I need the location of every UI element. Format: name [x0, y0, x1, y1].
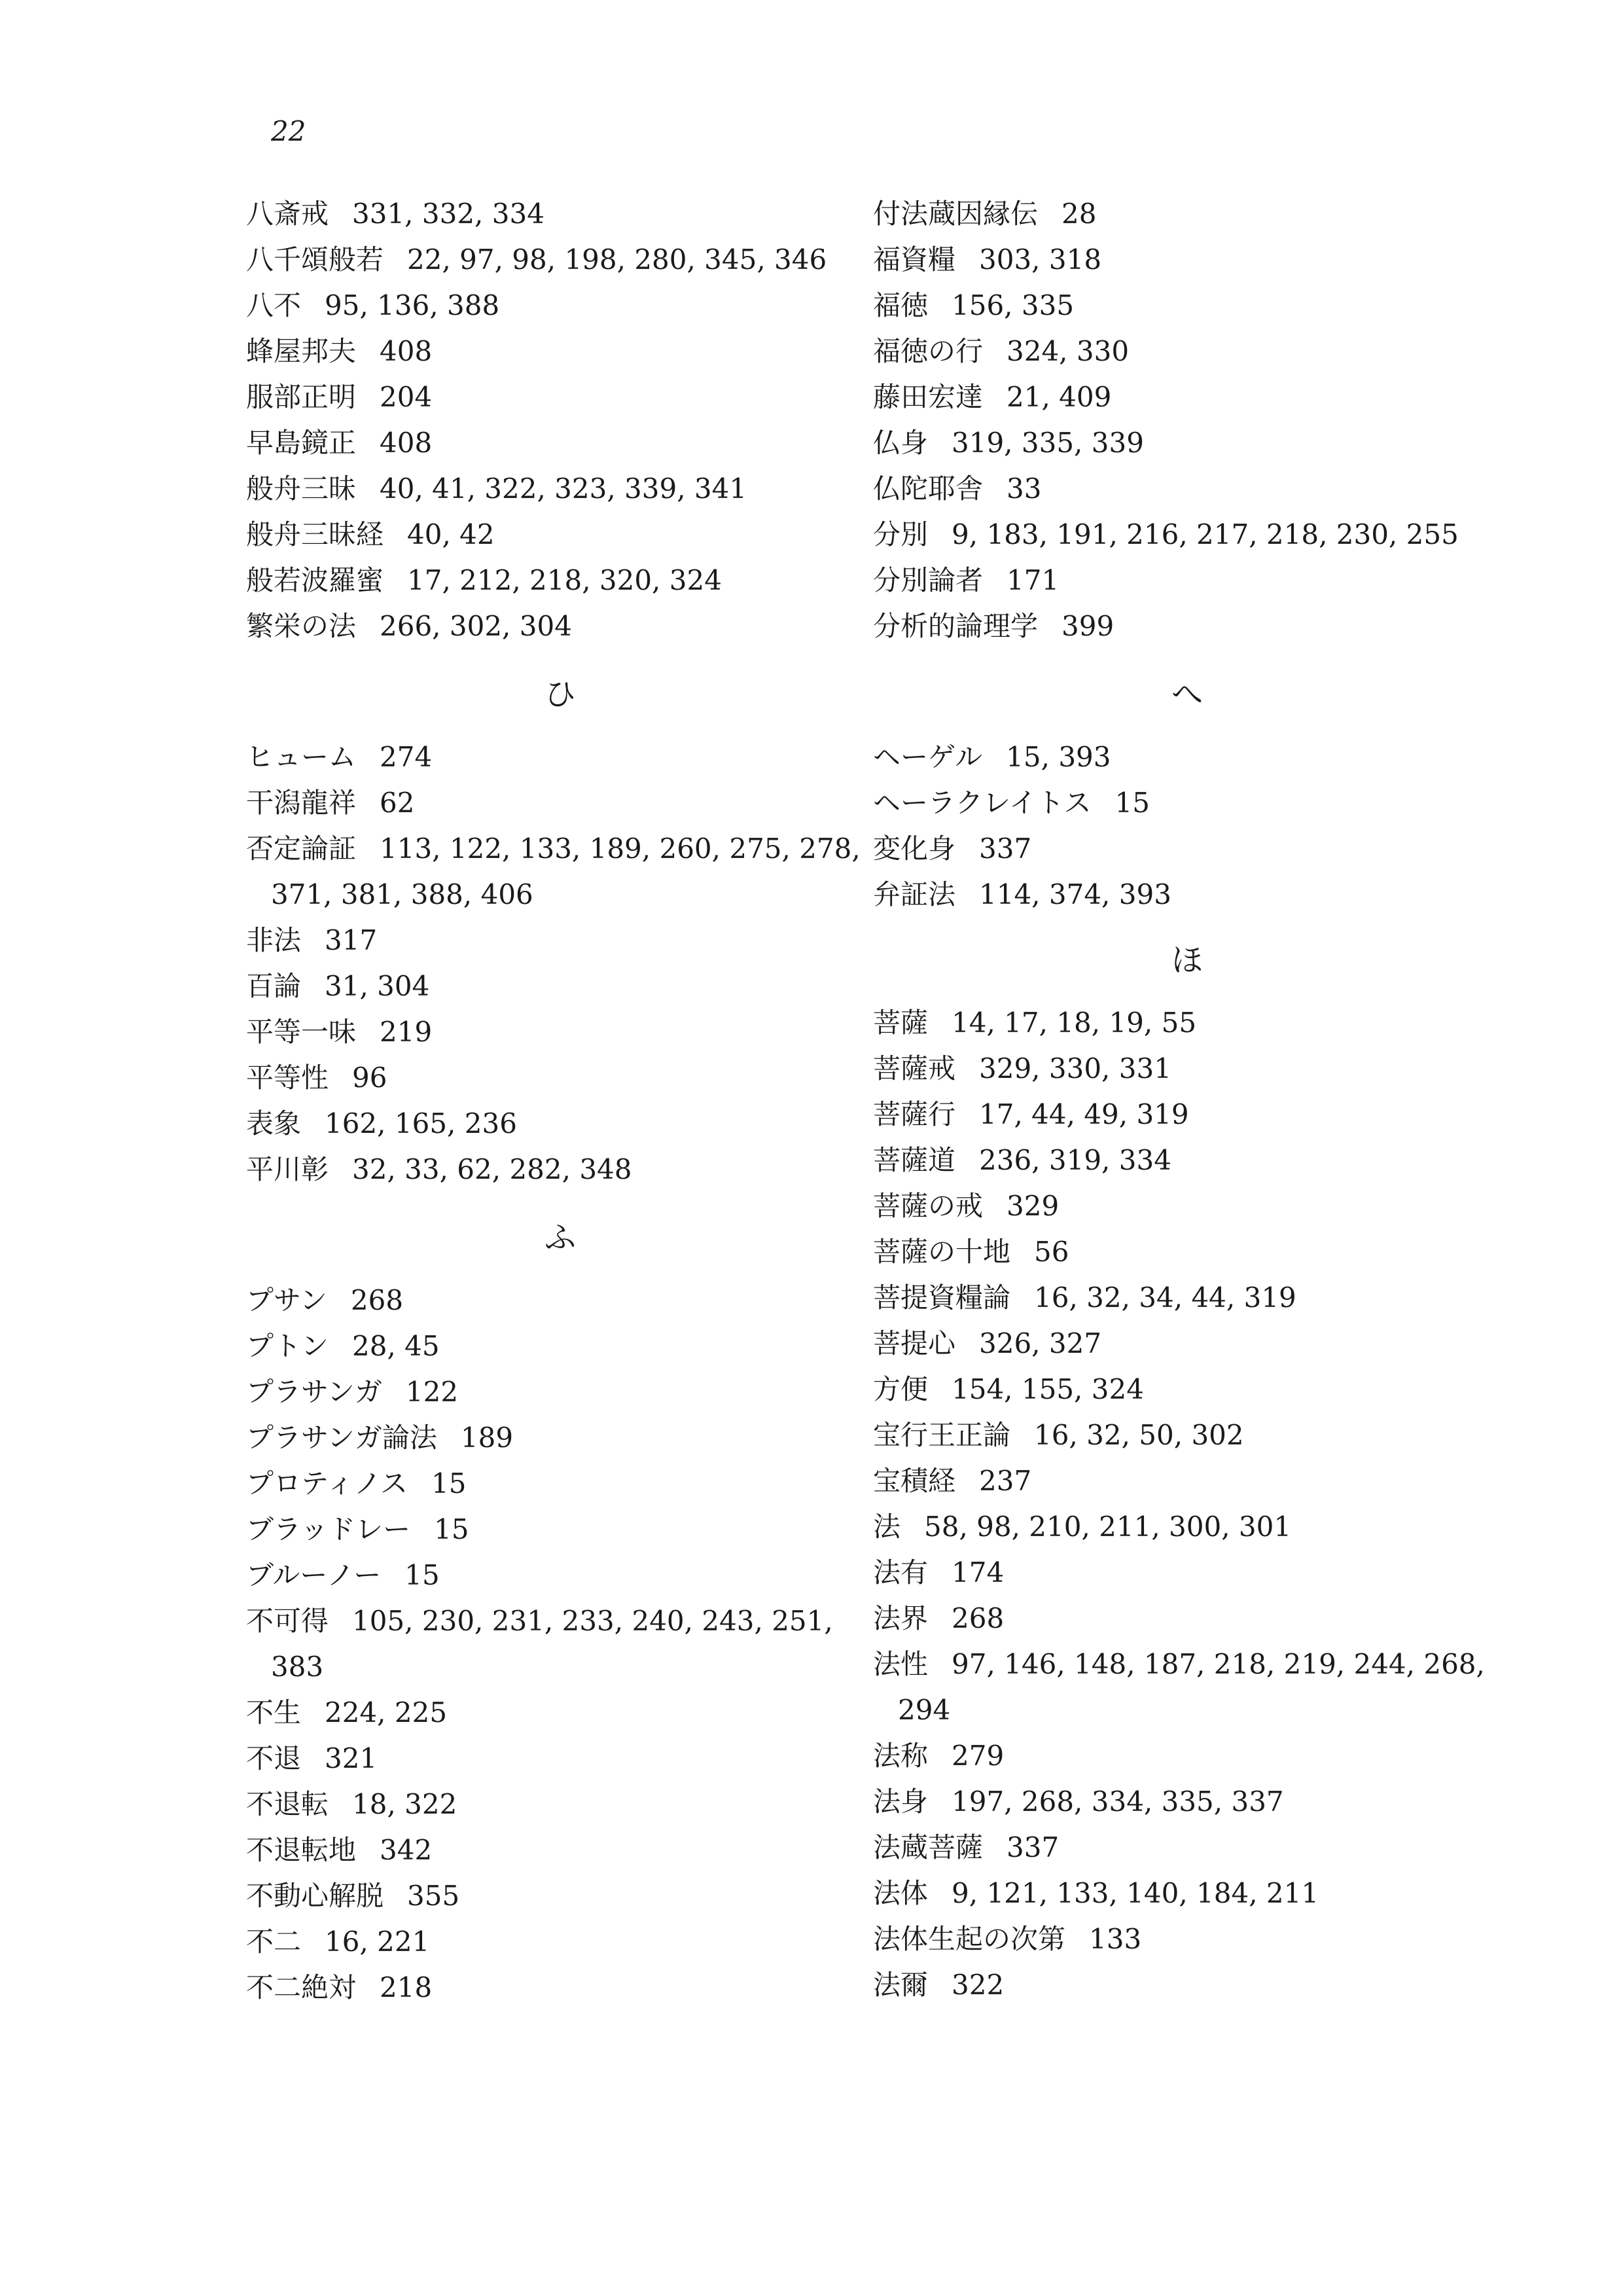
entry-term: 菩提心 [873, 1327, 956, 1359]
index-entry [873, 1229, 1501, 1275]
entry-pages: 154, 155, 324 [952, 1373, 1144, 1405]
entry-term: 般若波羅蜜 [246, 564, 384, 596]
entry-pages: 113, 122, 133, 189, 260, 275, 278, 371, 381, 388, 406 [271, 833, 861, 910]
entry-term: 不二絶対 [246, 1971, 357, 2003]
index-entry [873, 1000, 1501, 1046]
entry-term: 平等性 [246, 1062, 329, 1094]
entry-pages: 219 [380, 1016, 433, 1048]
entry-term: 法身 [873, 1785, 929, 1818]
entry-pages: 31, 304 [325, 970, 430, 1002]
entry-term: ヘーゲル [873, 741, 983, 773]
entry-term: 法蔵菩薩 [873, 1831, 984, 1863]
entry-pages: 274 [380, 741, 433, 773]
entry-term: 不二 [246, 1926, 302, 1958]
index-entry [246, 1507, 874, 1552]
index-entry [246, 283, 874, 329]
entry-term: 分別論者 [873, 564, 984, 596]
index-entry [873, 1275, 1501, 1321]
index-entry [246, 1461, 874, 1507]
index-entry [246, 329, 874, 374]
section-heading-ho: ほ [1171, 942, 1203, 978]
entry-term: 仏身 [873, 427, 929, 459]
entry-term: 宝積経 [873, 1465, 956, 1497]
entry-pages: 114, 374, 393 [979, 878, 1171, 910]
entry-pages: 15 [404, 1559, 440, 1591]
index-entry [873, 734, 1501, 780]
index-entry [873, 1962, 1501, 2008]
index-entry [246, 603, 874, 649]
entry-pages: 408 [380, 335, 433, 367]
entry-term: 法爾 [873, 1969, 929, 2001]
entry-term: 菩薩 [873, 1007, 929, 1039]
entry-pages: 62 [380, 787, 415, 819]
entry-term: 法称 [873, 1740, 929, 1772]
index-entry [246, 780, 874, 826]
entry-pages: 268 [350, 1284, 404, 1316]
entry-pages: 96 [352, 1062, 387, 1094]
index-entry [873, 1733, 1501, 1779]
index-entry [246, 1101, 874, 1147]
entry-term: プラサンガ [246, 1376, 382, 1408]
index-entry [873, 466, 1501, 512]
index-entry [246, 734, 874, 780]
entry-pages: 337 [979, 833, 1032, 865]
entry-term: 法 [873, 1511, 901, 1543]
index-entry [873, 558, 1501, 603]
entry-term: 不動心解脱 [246, 1880, 384, 1912]
entry-term: 平等一味 [246, 1016, 357, 1048]
entry-term: 福徳の行 [873, 335, 984, 367]
entry-pages: 204 [380, 381, 433, 413]
entry-pages: 303, 318 [979, 243, 1102, 276]
index-entry [873, 512, 1501, 558]
entry-term: 菩薩の十地 [873, 1236, 1011, 1268]
entry-pages: 15 [1115, 787, 1150, 819]
entry-term: 法性 [873, 1648, 929, 1680]
entry-term: ヘーラクレイトス [873, 787, 1092, 819]
entry-term: 不退 [246, 1742, 302, 1774]
entry-term: 法体生起の次第 [873, 1923, 1066, 1955]
index-entry [246, 1055, 874, 1101]
index-column-right [873, 191, 1501, 2008]
index-entry [246, 1147, 874, 1193]
entry-pages: 331, 332, 334 [352, 198, 544, 230]
index-entry [873, 826, 1501, 872]
entry-term: ブラッドレー [246, 1513, 411, 1545]
entry-term: 八不 [246, 289, 302, 321]
index-entry [246, 963, 874, 1009]
index-entry [873, 191, 1501, 237]
entry-term: 分析的論理学 [873, 610, 1039, 642]
index-entry [246, 374, 874, 420]
entry-pages: 408 [380, 427, 433, 459]
entry-term: 不退転地 [246, 1834, 357, 1866]
index-entry [873, 1596, 1501, 1641]
entry-term: 弁証法 [873, 878, 956, 910]
entry-pages: 279 [952, 1740, 1005, 1772]
entry-pages: 16, 32, 50, 302 [1034, 1419, 1244, 1451]
entry-term: 法界 [873, 1602, 929, 1634]
index-entry [873, 420, 1501, 466]
entry-term: 般舟三昧経 [246, 518, 384, 550]
entry-term: 般舟三昧 [246, 473, 357, 505]
entry-term: 早島鏡正 [246, 427, 357, 459]
page-number: 22 [271, 115, 306, 147]
entry-pages: 17, 212, 218, 320, 324 [407, 564, 722, 596]
entry-pages: 33 [1007, 473, 1042, 505]
entry-term: 表象 [246, 1107, 302, 1139]
entry-term: 福資糧 [873, 243, 956, 276]
index-entry [873, 1046, 1501, 1092]
entry-pages: 95, 136, 388 [325, 289, 500, 321]
entry-term: ブルーノー [246, 1559, 382, 1591]
entry-pages: 189 [460, 1422, 514, 1454]
entry-pages: 266, 302, 304 [380, 610, 572, 642]
index-entry [873, 1825, 1501, 1871]
entry-term: プラサンガ論法 [246, 1422, 437, 1454]
index-entry [873, 1458, 1501, 1504]
entry-term: プサン [246, 1284, 327, 1316]
entry-pages: 18, 322 [352, 1788, 457, 1820]
index-entry [246, 1415, 874, 1461]
entry-pages: 399 [1061, 610, 1115, 642]
entry-pages: 56 [1034, 1236, 1069, 1268]
index-column-left [246, 191, 874, 2011]
entry-pages: 16, 32, 34, 44, 319 [1034, 1282, 1296, 1314]
entry-pages: 32, 33, 62, 282, 348 [352, 1153, 632, 1185]
index-entry [246, 558, 874, 603]
entry-pages: 28 [1061, 198, 1097, 230]
index-entry [873, 1138, 1501, 1183]
entry-term: 蜂屋邦夫 [246, 335, 357, 367]
index-entry [873, 1183, 1501, 1229]
entry-pages: 40, 41, 322, 323, 339, 341 [380, 473, 747, 505]
entry-term: 方便 [873, 1373, 929, 1405]
entry-pages: 342 [380, 1834, 433, 1866]
entry-term: 八斎戒 [246, 198, 329, 230]
entry-pages: 355 [407, 1880, 460, 1912]
index-entry [246, 1598, 874, 1690]
index-entry [246, 1827, 874, 1873]
entry-term: 菩薩道 [873, 1144, 956, 1176]
entry-term: 不生 [246, 1696, 302, 1729]
entry-pages: 9, 121, 133, 140, 184, 211 [952, 1877, 1319, 1909]
entry-term: プトン [246, 1330, 329, 1362]
index-entry [246, 420, 874, 466]
entry-pages: 237 [979, 1465, 1032, 1497]
entry-term: 百論 [246, 970, 302, 1002]
index-entry [873, 1412, 1501, 1458]
index-entry [873, 1871, 1501, 1916]
entry-pages: 156, 335 [952, 289, 1075, 321]
entry-pages: 22, 97, 98, 198, 280, 345, 346 [407, 243, 827, 276]
index-entry [873, 1916, 1501, 1962]
entry-pages: 329 [1007, 1190, 1060, 1222]
entry-term: 平川彰 [246, 1153, 329, 1185]
entry-term: 菩薩の戒 [873, 1190, 984, 1222]
entry-pages: 16, 221 [325, 1926, 430, 1958]
entry-pages: 21, 409 [1007, 381, 1112, 413]
entry-term: プロティノス [246, 1467, 408, 1499]
entry-pages: 17, 44, 49, 319 [979, 1098, 1189, 1130]
entry-pages: 224, 225 [325, 1696, 448, 1729]
entry-pages: 324, 330 [1007, 335, 1130, 367]
section-heading-hi: ひ [544, 676, 576, 713]
index-entry [873, 237, 1501, 283]
entry-pages: 171 [1007, 564, 1060, 596]
entry-term: 福徳 [873, 289, 929, 321]
entry-pages: 326, 327 [979, 1327, 1102, 1359]
entry-term: 法有 [873, 1556, 929, 1588]
entry-pages: 122 [405, 1376, 459, 1408]
index-entry [246, 1323, 874, 1369]
index-entry [246, 1919, 874, 1965]
entry-pages: 329, 330, 331 [979, 1052, 1171, 1085]
entry-term: 否定論証 [246, 833, 357, 865]
entry-pages: 236, 319, 334 [979, 1144, 1171, 1176]
entry-pages: 174 [952, 1556, 1005, 1588]
entry-term: 藤田宏達 [873, 381, 984, 413]
entry-pages: 337 [1007, 1831, 1060, 1863]
entry-term: 菩薩行 [873, 1098, 956, 1130]
index-entry [246, 1690, 874, 1736]
entry-term: 繁栄の法 [246, 610, 357, 642]
entry-term: 服部正明 [246, 381, 357, 413]
entry-pages: 9, 183, 191, 216, 217, 218, 230, 255 [952, 518, 1459, 550]
entry-pages: 268 [952, 1602, 1005, 1634]
entry-term: 干潟龍祥 [246, 787, 357, 819]
index-entry [873, 1367, 1501, 1412]
entry-term: 仏陀耶舎 [873, 473, 984, 505]
index-entry [246, 918, 874, 963]
entry-term: 変化身 [873, 833, 956, 865]
entry-term: 不可得 [246, 1605, 329, 1637]
index-entry [246, 1965, 874, 2011]
entry-pages: 14, 17, 18, 19, 55 [952, 1007, 1197, 1039]
entry-pages: 321 [325, 1742, 378, 1774]
entry-pages: 15 [431, 1467, 467, 1499]
entry-pages: 218 [380, 1971, 433, 2003]
entry-pages: 15 [434, 1513, 469, 1545]
index-entry [246, 512, 874, 558]
index-entry [873, 872, 1501, 918]
entry-pages: 58, 98, 210, 211, 300, 301 [924, 1511, 1292, 1543]
entry-term: 不退転 [246, 1788, 329, 1820]
index-entry [246, 826, 874, 918]
index-entry [873, 1779, 1501, 1825]
index-entry [246, 1009, 874, 1055]
index-entry [246, 1736, 874, 1782]
index-entry [246, 191, 874, 237]
index-entry [873, 283, 1501, 329]
index-entry [246, 1873, 874, 1919]
entry-term: 付法蔵因縁伝 [873, 198, 1039, 230]
index-entry [873, 780, 1501, 826]
entry-pages: 322 [952, 1969, 1005, 2001]
index-entry [873, 1092, 1501, 1138]
entry-term: 菩薩戒 [873, 1052, 956, 1085]
index-entry [873, 1641, 1501, 1733]
entry-term: ヒューム [246, 741, 357, 773]
index-entry [873, 1504, 1501, 1550]
section-heading-he: へ [1171, 676, 1203, 713]
entry-term: 八千頌般若 [246, 243, 384, 276]
entry-term: 菩提資糧論 [873, 1282, 1011, 1314]
entry-term: 非法 [246, 924, 302, 956]
index-entry [246, 1552, 874, 1598]
entry-term: 法体 [873, 1877, 929, 1909]
entry-pages: 28, 45 [352, 1330, 440, 1362]
entry-pages: 105, 230, 231, 233, 240, 243, 251, 383 [271, 1605, 833, 1683]
index-entry [246, 1278, 874, 1323]
entry-pages: 162, 165, 236 [325, 1107, 517, 1139]
index-entry [873, 1321, 1501, 1367]
index-entry [873, 1550, 1501, 1596]
entry-pages: 319, 335, 339 [952, 427, 1144, 459]
section-heading-fu: ふ [544, 1219, 576, 1256]
index-entry [246, 237, 874, 283]
entry-pages: 133 [1089, 1923, 1142, 1955]
entry-pages: 15, 393 [1006, 741, 1111, 773]
index-entry [873, 603, 1501, 649]
entry-term: 宝行王正論 [873, 1419, 1011, 1451]
entry-pages: 97, 146, 148, 187, 218, 219, 244, 268, 294 [898, 1648, 1485, 1726]
index-entry [246, 466, 874, 512]
index-entry [246, 1369, 874, 1415]
index-entry [246, 1782, 874, 1827]
entry-pages: 317 [325, 924, 378, 956]
index-entry [873, 374, 1501, 420]
entry-pages: 197, 268, 334, 335, 337 [952, 1785, 1284, 1818]
entry-pages: 40, 42 [407, 518, 495, 550]
entry-term: 分別 [873, 518, 929, 550]
index-entry [873, 329, 1501, 374]
